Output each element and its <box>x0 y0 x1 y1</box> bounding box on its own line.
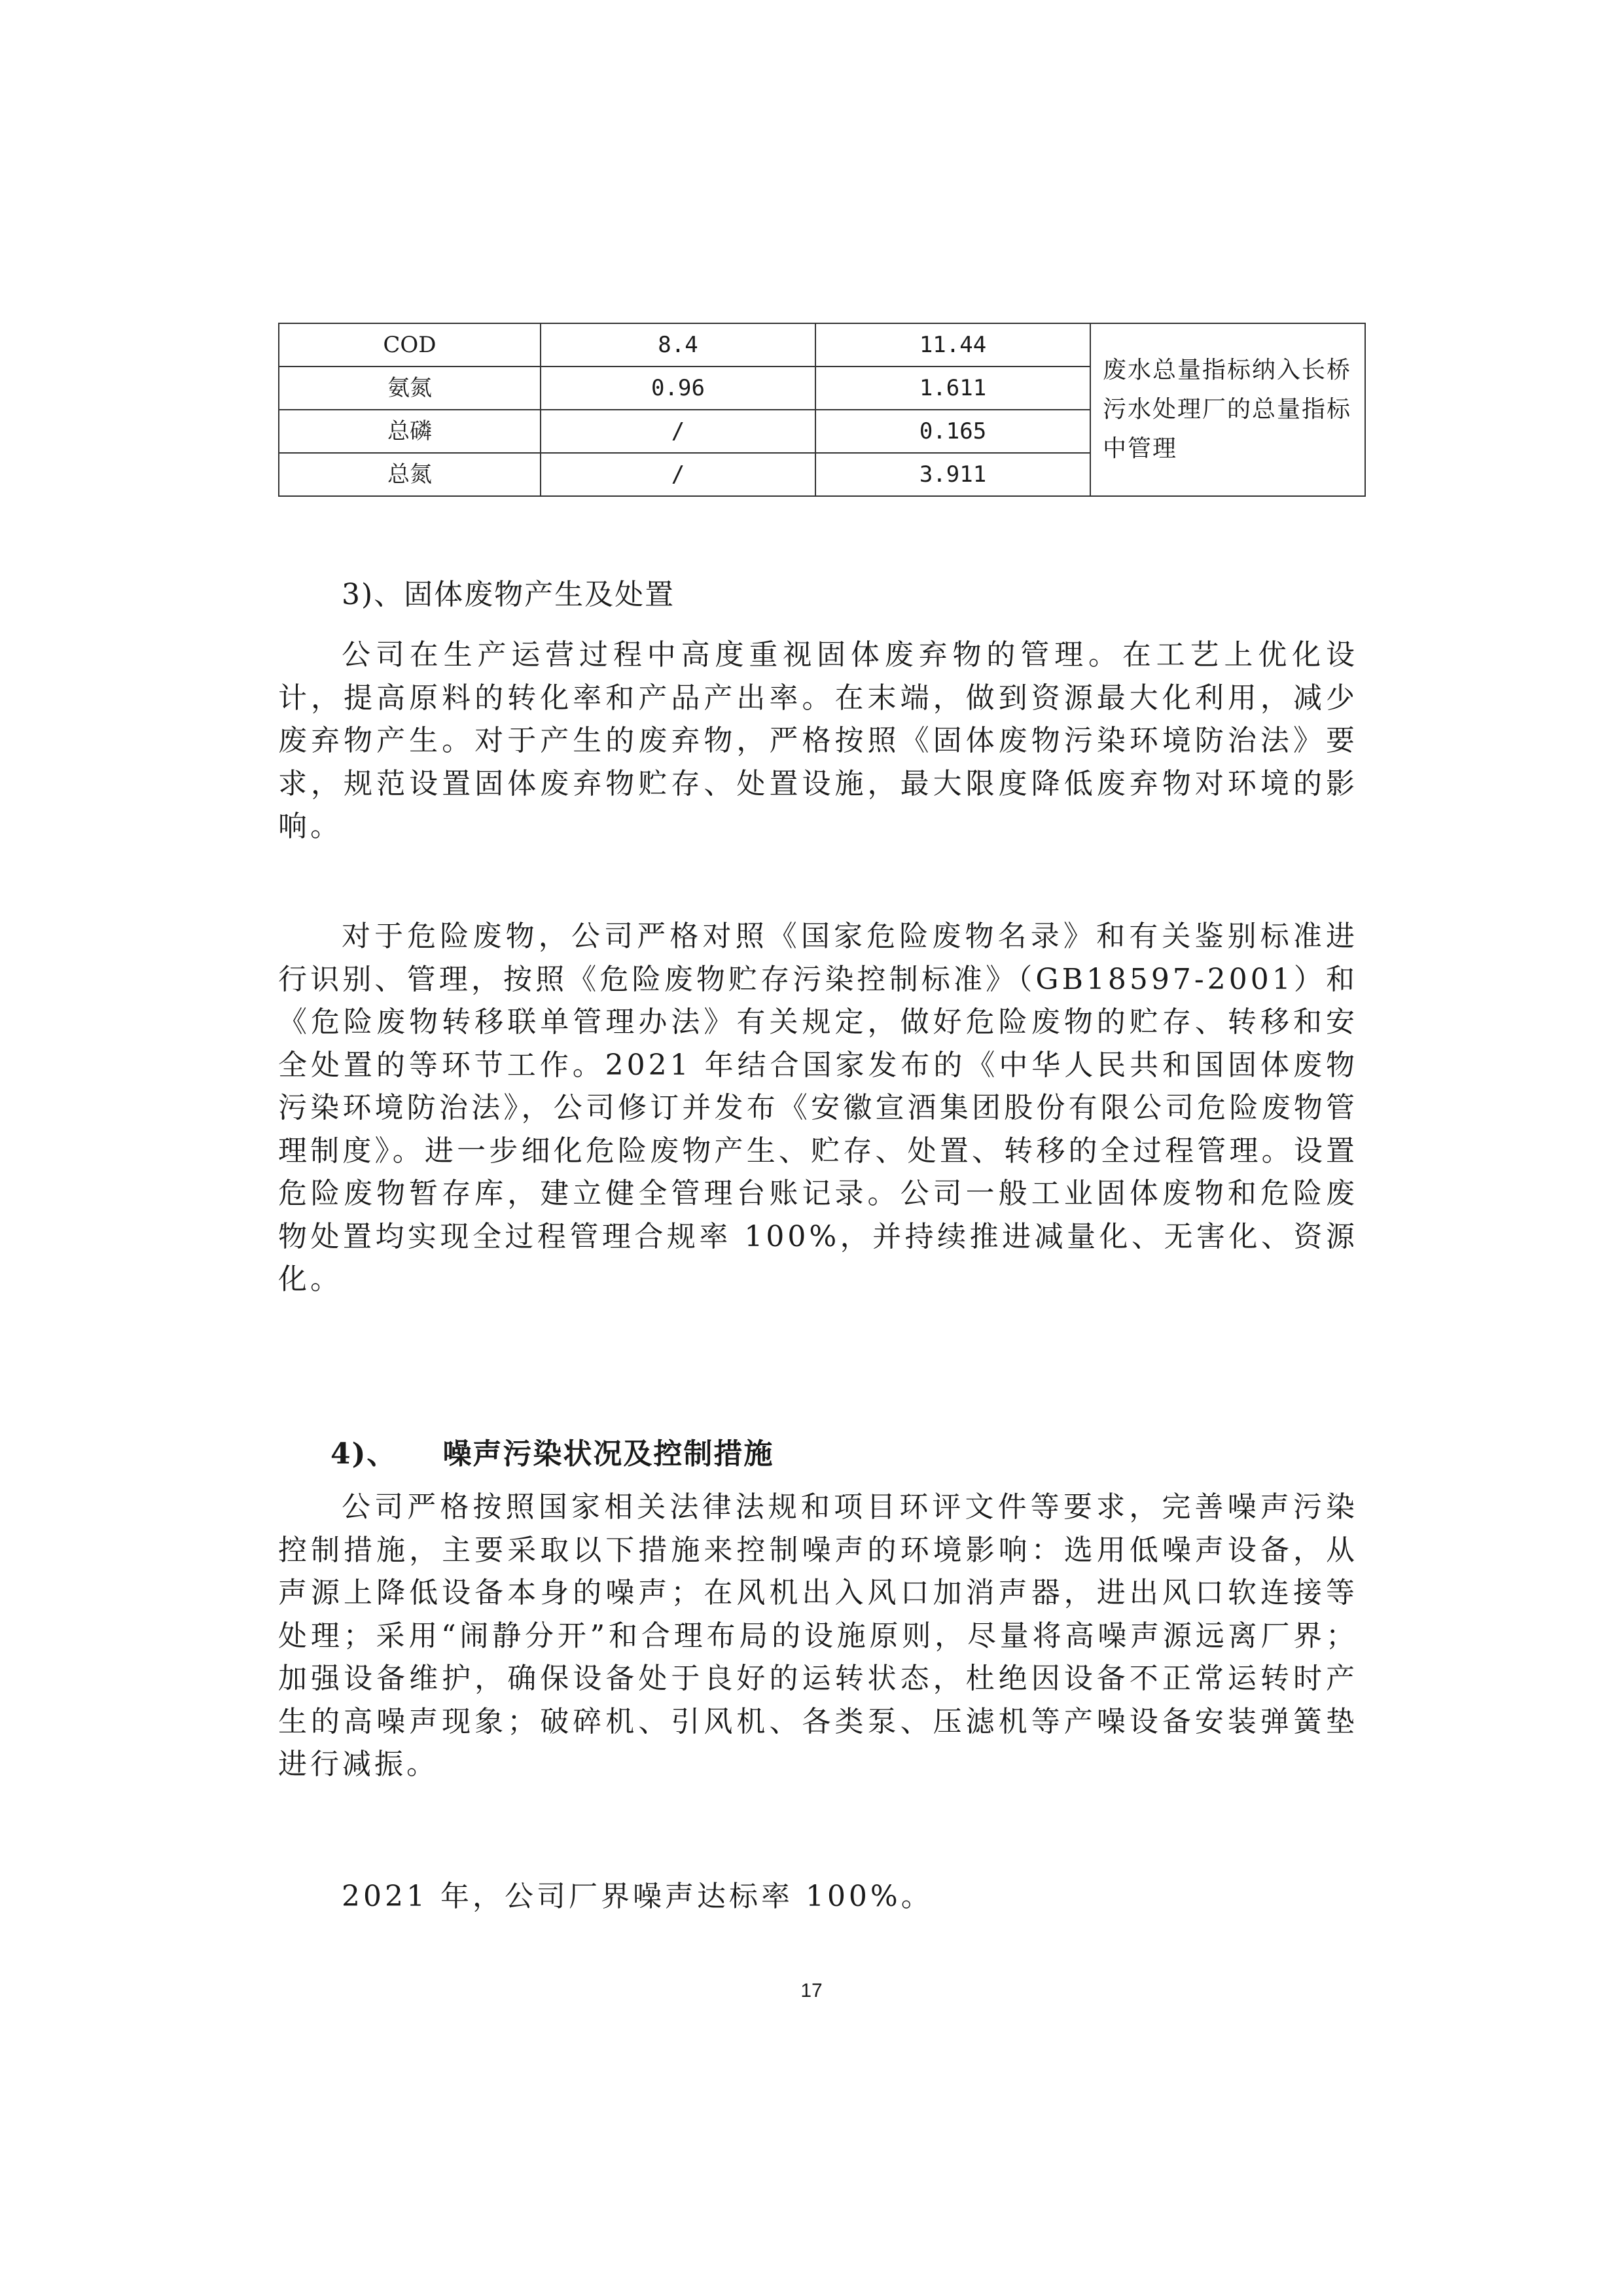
value-b-cell: 3.911 <box>815 453 1090 496</box>
value-a-cell: / <box>541 453 815 496</box>
section-3-heading: 3)、固体废物产生及处置 <box>342 578 675 611</box>
value-b-cell: 11.44 <box>815 323 1090 367</box>
pollutant-name-cell: 氨氮 <box>279 367 541 410</box>
table-note-cell: 废水总量指标纳入长桥污水处理厂的总量指标中管理 <box>1090 323 1365 496</box>
pollutant-name-cell: 总氮 <box>279 453 541 496</box>
section-4-paragraph-1: 公司严格按照国家相关法律法规和项目环评文件等要求，完善噪声污染控制措施，主要采取以下措施来控制噪声的环境影响：选用低噪声设备，从声源上降低设备本身的噪声；在风机出入风口加消声器，进出风口软连接等处理；采用“闹静分开”和合理布局的设施原则，尽量将高噪声源远离厂界；加强设备维护，确保设备处于良好的运转状态，杜绝因设备不正常运转时产生的高噪声现象；破碎机、引风机、各类泵、压滤机等产噪设备安装弹簧垫进行减振。 <box>278 1490 1358 1781</box>
page-number: 17 <box>800 1980 823 2001</box>
section-4-heading <box>330 1430 774 1472</box>
section-4-title: 噪声污染状况及控制措施 <box>442 1437 774 1471</box>
pollutant-name-cell: 总磷 <box>279 410 541 453</box>
section-4-paragraph-2: 2021 年，公司厂界噪声达标率 100%。 <box>342 1880 933 1913</box>
table-row <box>279 323 1365 367</box>
pollutant-name-cell: COD <box>279 323 541 367</box>
value-a-cell: 0.96 <box>541 367 815 410</box>
value-b-cell: 0.165 <box>815 410 1090 453</box>
value-a-cell: 8.4 <box>541 323 815 367</box>
emissions-table <box>278 323 1366 497</box>
value-a-cell: / <box>541 410 815 453</box>
value-b-cell: 1.611 <box>815 367 1090 410</box>
section-3-paragraph-2: 对于危险废物，公司严格对照《国家危险废物名录》和有关鉴别标准进行识别、管理，按照《危险废物贮存污染控制标准》（GB18597-2001）和《危险废物转移联单管理办法》有关规定，做好危险废物的贮存、转移和安全处置的等环节工作。2021 年结合国家发布的《中华人民共和国固体废物污染环境防治法》，公司修订并发布《安徽宣酒集团股份有限公司危险废物管理制度》。进一步细化危险废物产生、贮存、处置、转移的全过程管理。设置危险废物暂存库，建立健全管理台账记录。公司一般工业固体废物和危险废物处置均实现全过程管理合规率 100%，并持续推进减量化、无害化、资源化。 <box>278 920 1358 1296</box>
section-3-paragraph-1: 公司在生产运营过程中高度重视固体废弃物的管理。在工艺上优化设计，提高原料的转化率和产品产出率。在末端，做到资源最大化利用，减少废弃物产生。对于产生的废弃物，严格按照《固体废物污染环境防治法》要求，规范设置固体废弃物贮存、处置设施，最大限度降低废弃物对环境的影响。 <box>278 638 1358 843</box>
section-4-number: 4)、 <box>330 1437 397 1471</box>
